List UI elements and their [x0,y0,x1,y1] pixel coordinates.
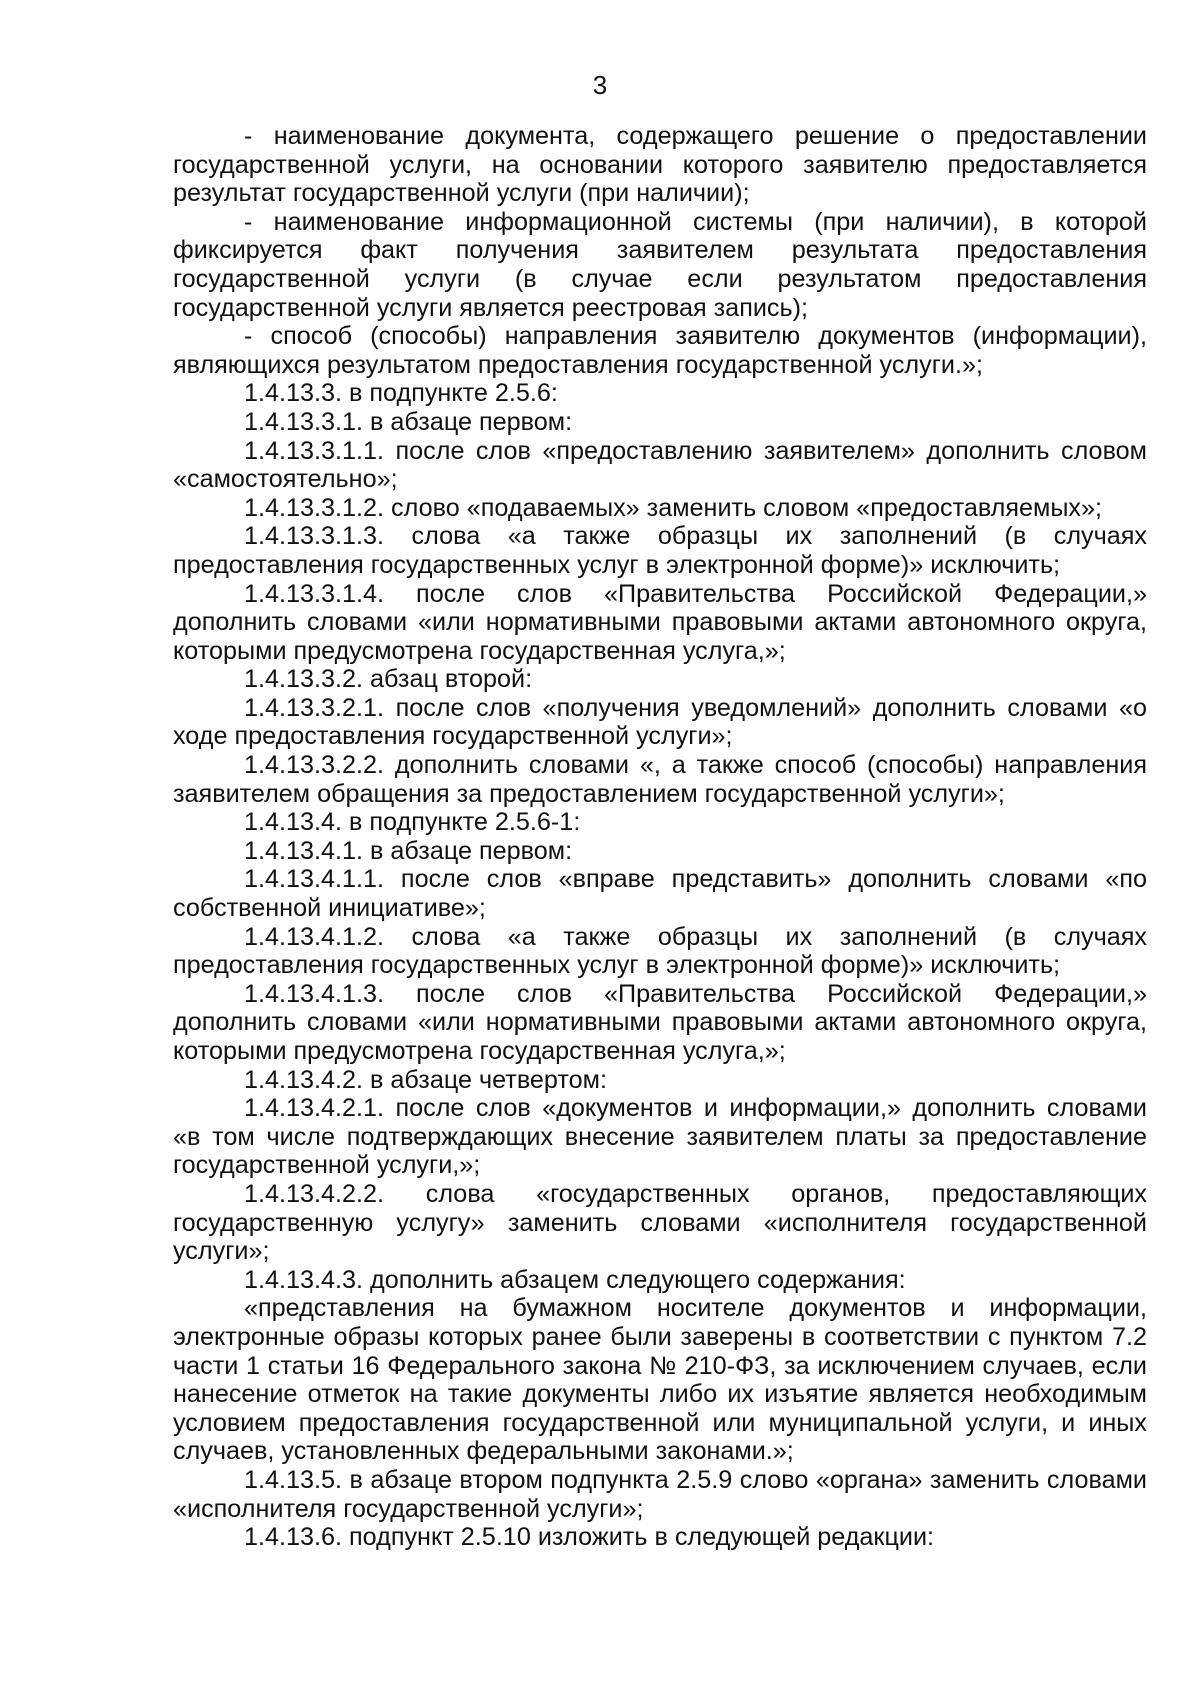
paragraph: 1.4.13.4.2. в абзаце четвертом: [244,1065,607,1094]
paragraph: - наименование информационной системы (при наличии), в которой фиксируется факт получения заявителем результата предоставления государственной услуги (в случае если результатом предоставления государственной услуги является реестровая запись); [173,207,1147,322]
page-number: 3 [592,70,608,100]
paragraph: 1.4.13.3. в подпункте 2.5.6: [244,379,558,408]
paragraph: 1.4.13.4.1.2. слова «а также образцы их заполнений (в случаях предоставления государственных услуг в электронной форме)» исключить; [173,922,1147,980]
paragraph: 1.4.13.4. в подпункте 2.5.6-1: [244,808,581,837]
paragraph: 1.4.13.3.1.4. после слов «Правительства Российской Федерации,» дополнить словами «или нормативными правовыми актами автономного округа, которыми предусмотрена государственная услуга,»; [173,579,1147,665]
paragraph: 1.4.13.4.1.3. после слов «Правительства Российской Федерации,» дополнить словами «или нормативными правовыми актами автономного округа, которыми предусмотрена государственная услуга,»; [173,979,1147,1065]
paragraph: 1.4.13.4.1. в абзаце первом: [244,836,573,865]
paragraph: - способ (способы) направления заявителю документов (информации), являющихся результатом предоставления государственной услуги.»; [173,322,1147,379]
paragraph: 1.4.13.4.2.1. после слов «документов и информации,» дополнить словами «в том числе подтверждающих внесение заявителем платы за предоставление государственной услуги,»; [173,1094,1147,1180]
paragraph: 1.4.13.3.2.1. после слов «получения уведомлений» дополнить словами «о ходе предоставления государственной услуги»; [173,693,1147,751]
paragraph: «представления на бумажном носителе документов и информации, электронные образы которых ранее были заверены в соответствии с пунктом 7.2 части 1 статьи 16 Федерального закона № 210-ФЗ, за исключением случаев, если нанесение отметок на такие документы либо их изъятие является необходимым условием предоставления государственной или муниципальной услуги, и иных случаев, установленных федеральными законами.»; [173,1294,1147,1466]
document-body [173,122,1147,1552]
paragraph: - наименование документа, содержащего решение о предоставлении государственной услуги, на основании которого заявителю предоставляется результат государственной услуги (при наличии); [173,122,1147,208]
paragraph: 1.4.13.3.1. в абзаце первом: [244,407,573,436]
paragraph: 1.4.13.3.1.2. слово «подаваемых» заменить словом «предоставляемых»; [244,493,1103,522]
paragraph: 1.4.13.6. подпункт 2.5.10 изложить в следующей редакции: [244,1523,935,1552]
paragraph: 1.4.13.4.3. дополнить абзацем следующего содержания: [244,1265,906,1294]
paragraph: 1.4.13.3.2. абзац второй: [244,665,533,694]
paragraph: 1.4.13.4.2.2. слова «государственных органов, предоставляющих государственную услугу» заменить словами «исполнителя государственной услуги»; [173,1179,1147,1266]
paragraph: 1.4.13.3.1.3. слова «а также образцы их заполнений (в случаях предоставления государственных услуг в электронной форме)» исключить; [173,522,1147,579]
paragraph: 1.4.13.3.2.2. дополнить словами «, а также способ (способы) направления заявителем обращения за предоставлением государственной услуги»; [173,751,1147,808]
paragraph: 1.4.13.3.1.1. после слов «предоставлению заявителем» дополнить словом «самостоятельно»; [173,436,1147,494]
paragraph: 1.4.13.4.1.1. после слов «вправе представить» дополнить словами «по собственной инициативе»; [173,865,1147,923]
paragraph: 1.4.13.5. в абзаце втором подпункта 2.5.9 слово «органа» заменить словами «исполнителя государственной услуги»; [173,1465,1147,1523]
